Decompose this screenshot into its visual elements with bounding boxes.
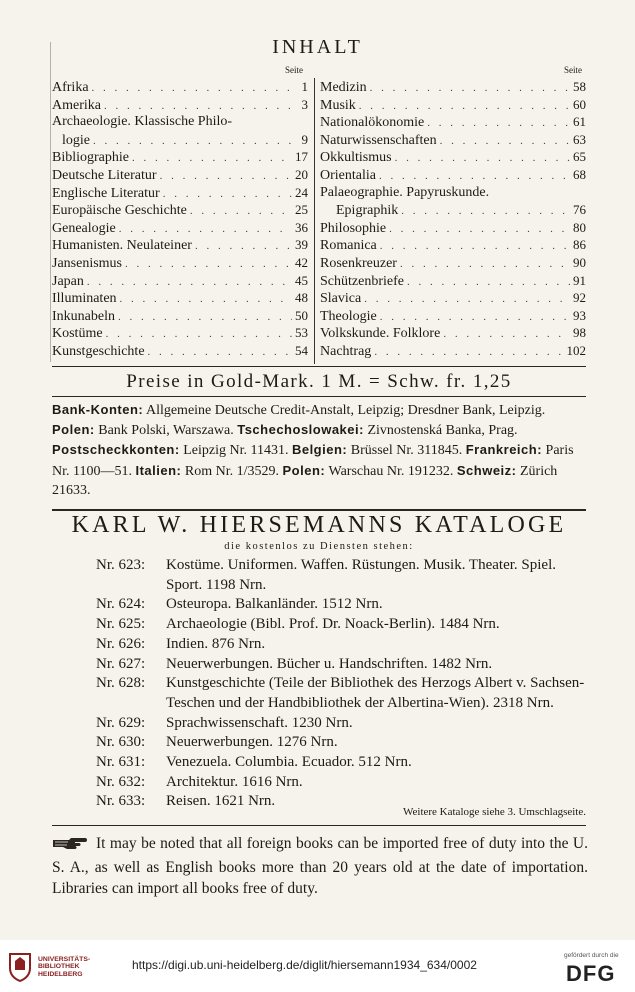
index-entry: Nachtrag . . . 102: [320, 342, 586, 360]
catalogs-subtitle: die kostenlos zu Diensten stehen:: [224, 541, 414, 552]
schweiz-text: Zürich 21633.: [52, 463, 558, 498]
index-title: INHALT: [272, 36, 363, 58]
index-entry: Nationalökonomie . . . 61: [320, 113, 586, 131]
catalog-item: Nr. 633: Reisen. 1621 Nrn.: [96, 793, 276, 810]
catalog-item: Nr. 627: Neuerwerbungen. Bücher u. Handschriften. 1482 Nrn.: [96, 655, 493, 672]
postscheck-text: Leipzig Nr. 11431.: [183, 443, 289, 459]
index-entry: Jansenismus . . . 42: [52, 254, 308, 272]
dfg-logo[interactable]: DFG: [566, 961, 616, 986]
schweiz-label: Schweiz:: [456, 462, 517, 478]
gutter-line: [50, 42, 51, 362]
belgien-label: Belgien:: [291, 442, 348, 458]
index-entry: Kostüme . . . 53: [52, 324, 308, 342]
frankreich-text: Paris Nr. 1100—51.: [52, 443, 574, 479]
italien-text: Rom Nr. 1/3529.: [184, 463, 280, 479]
index-entry: Bibliographie . . . 17: [52, 148, 308, 166]
index-entry: Romanica . . . 86: [320, 236, 586, 254]
import-note: [52, 833, 588, 900]
catalog-item: Nr. 626: Indien. 876 Nrn.: [96, 635, 266, 652]
university-name-line3: HEIDELBERG: [38, 970, 83, 978]
index-entry: Amerika . . . 3: [52, 96, 308, 114]
catalog-item: Nr. 624: Osteuropa. Balkanländer. 1512 Nrn.: [96, 596, 383, 613]
polen-label: Polen:: [52, 422, 95, 438]
page-header-left: Seite: [285, 65, 303, 75]
index-entry: Philosophie . . . 80: [320, 219, 586, 237]
index-right-column: [320, 78, 586, 360]
frankreich-label: Frankreich:: [465, 442, 543, 458]
catalogs-title: KARL W. HIERSEMANNS KATALOGE: [71, 512, 567, 538]
import-note-text: It may be noted that all foreign books can be imported free of duty into the U. S. A., as well as English books more than 20 years old at the date of importation. Libraries can import all books free of duty.: [52, 835, 588, 897]
divider-rule: [52, 825, 586, 826]
index-entry: Medizin . . . 58: [320, 78, 586, 96]
university-logo[interactable]: [8, 952, 90, 982]
italien-label: Italien:: [135, 462, 182, 478]
index-entry: Kunstgeschichte . . . 54: [52, 342, 308, 360]
polen-text: Bank Polski, Warszawa.: [98, 423, 234, 439]
index-entry: Deutsche Literatur . . . 20: [52, 166, 308, 184]
index-entry: Inkunabeln . . . 50: [52, 307, 308, 325]
index-entry: Epigraphik . . . 76: [320, 201, 586, 219]
bank-konten-label: Bank-Konten:: [52, 402, 144, 417]
index-entry: Rosenkreuzer . . . 90: [320, 254, 586, 272]
index-entry: Theologie . . . 93: [320, 307, 586, 325]
postscheck-label: Postscheckkonten:: [52, 442, 180, 458]
price-note: Preise in Gold-Mark. 1 M. = Schw. fr. 1,25: [126, 371, 512, 392]
index-entry: Slavica . . . 92: [320, 289, 586, 307]
permalink-url[interactable]: https://digi.ub.uni-heidelberg.de/diglit/hiersemann1934_634/0002: [132, 958, 477, 972]
bank-paragraph: [52, 400, 586, 440]
catalog-item: Nr. 632: Architektur. 1616 Nrn.: [96, 773, 303, 790]
index-entry: Okkultismus . . . 65: [320, 148, 586, 166]
catalog-item: Nr. 623: Kostüme. Uniformen. Waffen. Rüstungen. Musik. Theater. Spiel. Sport. 1198 Nrn.: [96, 557, 556, 593]
tschechoslowakei-text: Zivnostenská Banka, Prag.: [367, 423, 518, 439]
index-entry: Schützenbriefe . . . 91: [320, 272, 586, 290]
catalog-item: Nr. 630: Neuerwerbungen. 1276 Nrn.: [96, 734, 338, 751]
page-header-right: Seite: [564, 65, 582, 75]
index-entry: Humanisten. Neulateiner . . . 39: [52, 236, 308, 254]
index-entry: Naturwissenschaften . . . 63: [320, 131, 586, 149]
tschechoslowakei-label: Tschechoslowakei:: [237, 422, 364, 438]
index-entry: Orientalia . . . 68: [320, 166, 586, 184]
polen2-label: Polen:: [282, 462, 326, 478]
divider-rule: [52, 509, 586, 511]
index-entry: Afrika . . . 1: [52, 78, 308, 96]
more-catalogs-note: Weitere Kataloge siehe 3. Umschlagseite.: [403, 806, 586, 818]
postscheck-paragraph: [52, 440, 586, 500]
index-entry: Europäische Geschichte . . . 25: [52, 201, 308, 219]
catalog-item: Nr. 631: Venezuela. Columbia. Ecuador. 512 Nrn.: [96, 754, 412, 771]
pointing-hand-icon: [52, 835, 92, 857]
catalog-item: Nr. 625: Archaeologie (Bibl. Prof. Dr. Noack-Berlin). 1484 Nrn.: [96, 616, 500, 633]
belgien-text: Brüssel Nr. 311845.: [350, 443, 463, 459]
index-entry: Palaeographie. Papyruskunde.: [320, 184, 490, 200]
divider-rule: [52, 366, 586, 367]
index-entry: Archaeologie. Klassische Philo-: [52, 114, 233, 130]
bank-accounts: [52, 400, 586, 500]
catalog-item: Nr. 629: Sprachwissenschaft. 1230 Nrn.: [96, 714, 353, 731]
bank-konten-text: Allgemeine Deutsche Credit-Anstalt, Leipzig; Dresdner Bank, Leipzig.: [145, 403, 546, 418]
digitization-footer: [0, 940, 635, 992]
catalog-item: Nr. 628: Kunstgeschichte (Teile der Bibliothek des Herzogs Albert v. Sachsen-Teschen und der Handbibliothek der Albertina-Wien). 2318 Nrn.: [96, 675, 585, 711]
catalog-list: [96, 556, 592, 812]
funded-by-label: gefördert durch die: [564, 952, 619, 959]
index-entry: Volkskunde. Folklore . . . 98: [320, 324, 586, 342]
index-left-column: [52, 78, 308, 360]
index-entry: Japan . . . 45: [52, 272, 308, 290]
university-name-line2: BIBLIOTHEK: [38, 963, 80, 971]
index-entry: Musik . . . 60: [320, 96, 586, 114]
column-divider: [314, 78, 315, 364]
index-entry: Illuminaten . . . 48: [52, 289, 308, 307]
university-seal-icon: [8, 952, 32, 982]
index-entry: logie . . . 9: [52, 131, 308, 149]
university-name-line1: UNIVERSITÄTS-: [38, 955, 91, 963]
index-entry: Genealogie . . . 36: [52, 219, 308, 237]
polen2-text: Warschau Nr. 191232.: [328, 463, 454, 479]
divider-rule: [52, 396, 586, 397]
index-entry: Englische Literatur . . . 24: [52, 184, 308, 202]
